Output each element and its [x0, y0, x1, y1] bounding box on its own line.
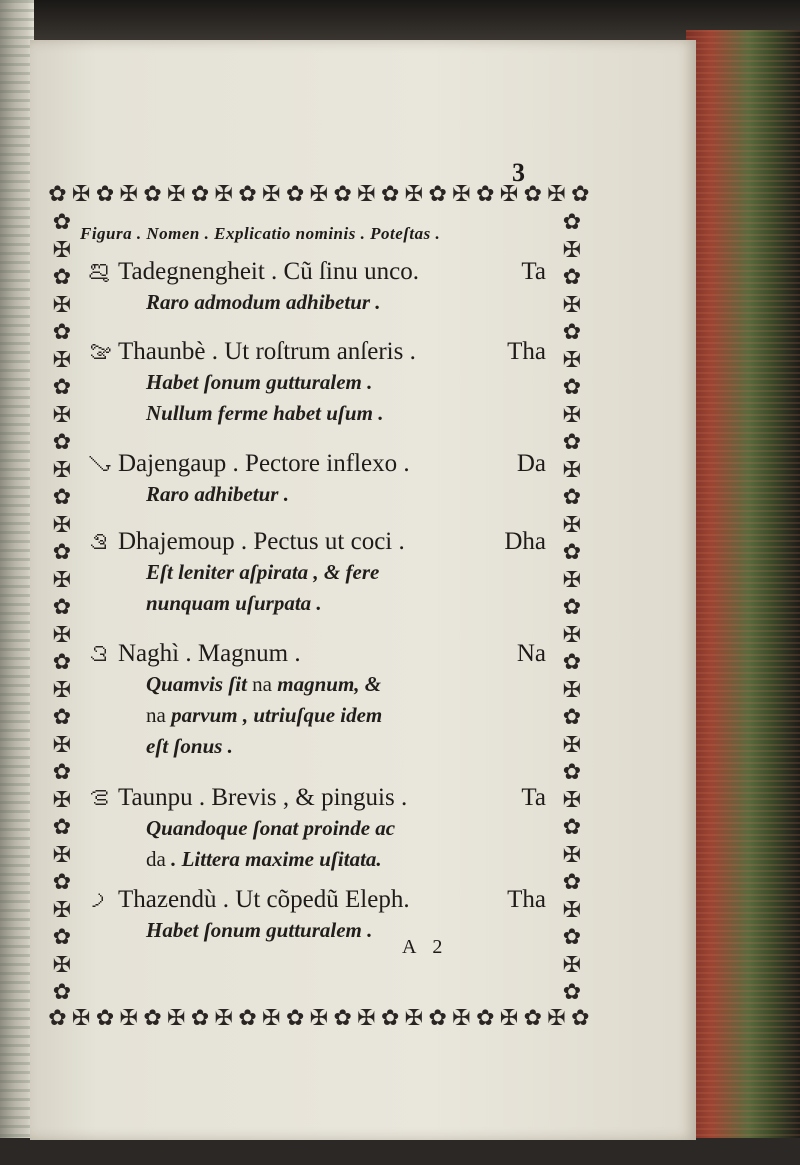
- cross-ornament-icon: ✠: [52, 347, 72, 373]
- cross-ornament-icon: ✠: [309, 1006, 329, 1031]
- flower-ornament-icon: ✿: [333, 182, 352, 207]
- flower-ornament-icon: ✿: [562, 815, 582, 840]
- cross-ornament-icon: ✠: [262, 1006, 281, 1031]
- letter-name-explanation: Thaunbè . Ut roſtrum anſeris .: [118, 338, 416, 365]
- cross-ornament-icon: ✠: [562, 732, 582, 758]
- letter-note-line: [86, 731, 546, 762]
- cross-ornament-icon: ✠: [499, 1006, 519, 1031]
- flower-ornament-icon: ✿: [562, 980, 582, 1005]
- flower-ornament-icon: ✿: [571, 182, 590, 207]
- flower-ornament-icon: ✿: [571, 1006, 590, 1031]
- cross-ornament-icon: ✠: [404, 182, 424, 207]
- letter-name-explanation: Dajengaup . Pectore inflexo .: [118, 450, 410, 477]
- letter-power: Na: [516, 640, 546, 667]
- letter-entry: [86, 336, 546, 429]
- note-segment: na: [146, 703, 166, 727]
- page-stack-left-edge: [0, 0, 34, 1165]
- flower-ornament-icon: ✿: [190, 1006, 210, 1031]
- flower-ornament-icon: ✿: [48, 1006, 67, 1031]
- flower-ornament-icon: ✿: [562, 760, 582, 785]
- cross-ornament-icon: ✠: [562, 622, 582, 648]
- entry-main-line: [86, 638, 546, 669]
- cross-ornament-icon: ✠: [52, 457, 72, 483]
- flower-ornament-icon: ✿: [428, 182, 447, 207]
- entry-main-line: [86, 336, 546, 367]
- flower-ornament-icon: ✿: [190, 182, 210, 207]
- flower-ornament-icon: ✿: [476, 182, 495, 207]
- note-segment: Quandoque ſonat proinde ac: [146, 816, 396, 840]
- cross-ornament-icon: ✠: [167, 182, 186, 207]
- entry-main-line: [86, 448, 546, 479]
- flower-ornament-icon: ✿: [52, 320, 72, 345]
- flower-ornament-icon: ✿: [143, 1006, 162, 1031]
- entry-main-line: [86, 256, 546, 287]
- flower-ornament-icon: ✿: [52, 705, 72, 730]
- cross-ornament-icon: ✠: [52, 402, 72, 428]
- note-segment: . Littera maxime uſitata.: [165, 847, 382, 871]
- letter-entry: [86, 526, 546, 619]
- letter-figure-icon: ࡦ: [88, 783, 112, 811]
- letter-figure-icon: ࡧ: [88, 885, 112, 913]
- letter-note-line: Nullum ferme habet uſum .: [146, 401, 384, 425]
- flower-ornament-icon: ✿: [52, 650, 72, 675]
- ornament-border-bottom: [46, 1008, 592, 1030]
- cross-ornament-icon: ✠: [562, 897, 582, 923]
- cross-ornament-icon: ✠: [562, 292, 582, 318]
- letter-power: Da: [516, 450, 546, 477]
- cross-ornament-icon: ✠: [52, 292, 72, 318]
- cross-ornament-icon: ✠: [562, 402, 582, 428]
- cross-ornament-icon: ✠: [214, 182, 234, 207]
- letter-note-line: Habet ſonum gutturalem .: [146, 370, 373, 394]
- flower-ornament-icon: ✿: [562, 430, 582, 455]
- cross-ornament-icon: ✠: [167, 1006, 186, 1031]
- cross-ornament-icon: ✠: [72, 182, 91, 207]
- letter-name-explanation: Taunpu . Brevis , & pinguis .: [118, 784, 408, 811]
- letter-figure-icon: ࡣ: [88, 449, 112, 477]
- note-segment: da: [146, 847, 166, 871]
- cross-ornament-icon: ✠: [52, 897, 72, 923]
- flower-ornament-icon: ✿: [562, 595, 582, 620]
- letter-entry: [86, 782, 546, 875]
- cross-ornament-icon: ✠: [499, 182, 519, 207]
- cross-ornament-icon: ✠: [357, 182, 376, 207]
- letter-power: Ta: [521, 258, 546, 285]
- cross-ornament-icon: ✠: [214, 1006, 234, 1031]
- flower-ornament-icon: ✿: [52, 485, 72, 510]
- letter-name-explanation: Naghì . Magnum .: [118, 640, 301, 667]
- ornament-border-top: [46, 184, 592, 206]
- flower-ornament-icon: ✿: [523, 1006, 543, 1031]
- letter-note-line: [86, 700, 546, 731]
- flower-ornament-icon: ✿: [562, 210, 582, 235]
- cross-ornament-icon: ✠: [562, 567, 582, 593]
- flower-ornament-icon: ✿: [285, 1006, 305, 1031]
- flower-ornament-icon: ✿: [562, 650, 582, 675]
- flower-ornament-icon: ✿: [523, 182, 543, 207]
- cross-ornament-icon: ✠: [52, 237, 72, 263]
- letter-power: Tha: [507, 886, 546, 913]
- letter-figure-icon: ࡥ: [88, 639, 112, 667]
- cross-ornament-icon: ✠: [52, 677, 72, 703]
- entry-main-line: [86, 782, 546, 813]
- cross-ornament-icon: ✠: [52, 787, 72, 813]
- letter-power: Dha: [504, 528, 546, 555]
- note-segment: Quamvis ſit: [146, 672, 253, 696]
- letter-name-explanation: Dhajemoup . Pectus ut coci .: [118, 528, 405, 555]
- flower-ornament-icon: ✿: [48, 182, 67, 207]
- letter-note-line: Eſt leniter aſpirata , & fere: [146, 560, 380, 584]
- cross-ornament-icon: ✠: [452, 182, 471, 207]
- entry-main-line: [86, 526, 546, 557]
- cross-ornament-icon: ✠: [52, 952, 72, 978]
- entry-main-line: [86, 884, 546, 915]
- letter-note-line: [86, 844, 546, 875]
- flower-ornament-icon: ✿: [52, 430, 72, 455]
- letter-figure-icon: ࡢ: [88, 337, 112, 365]
- letter-note-line: Raro adhibetur .: [146, 482, 289, 506]
- cross-ornament-icon: ✠: [562, 787, 582, 813]
- flower-ornament-icon: ✿: [562, 540, 582, 565]
- flower-ornament-icon: ✿: [52, 375, 72, 400]
- note-segment: magnum, &: [272, 672, 382, 696]
- cross-ornament-icon: ✠: [52, 512, 72, 538]
- flower-ornament-icon: ✿: [238, 182, 257, 207]
- flower-ornament-icon: ✿: [285, 182, 305, 207]
- flower-ornament-icon: ✿: [52, 760, 72, 785]
- cross-ornament-icon: ✠: [309, 182, 329, 207]
- cross-ornament-icon: ✠: [562, 347, 582, 373]
- cross-ornament-icon: ✠: [357, 1006, 376, 1031]
- flower-ornament-icon: ✿: [95, 182, 115, 207]
- letter-note-line: Habet ſonum gutturalem .: [146, 918, 373, 942]
- cross-ornament-icon: ✠: [562, 842, 582, 868]
- flower-ornament-icon: ✿: [476, 1006, 495, 1031]
- flower-ornament-icon: ✿: [52, 925, 72, 950]
- cross-ornament-icon: ✠: [52, 622, 72, 648]
- cross-ornament-icon: ✠: [72, 1006, 91, 1031]
- flower-ornament-icon: ✿: [562, 375, 582, 400]
- ornament-border-right: [560, 212, 584, 1004]
- cross-ornament-icon: ✠: [119, 182, 139, 207]
- flower-ornament-icon: ✿: [562, 320, 582, 345]
- cross-ornament-icon: ✠: [404, 1006, 424, 1031]
- flower-ornament-icon: ✿: [562, 485, 582, 510]
- cross-ornament-icon: ✠: [562, 677, 582, 703]
- letter-note-line: nunquam uſurpata .: [146, 591, 322, 615]
- flower-ornament-icon: ✿: [562, 870, 582, 895]
- cross-ornament-icon: ✠: [52, 732, 72, 758]
- cross-ornament-icon: ✠: [562, 952, 582, 978]
- cross-ornament-icon: ✠: [562, 457, 582, 483]
- letter-entry: [86, 256, 546, 318]
- flower-ornament-icon: ✿: [52, 595, 72, 620]
- signature-mark: A 2: [402, 936, 449, 958]
- letter-entry: [86, 448, 546, 510]
- flower-ornament-icon: ✿: [143, 182, 162, 207]
- flower-ornament-icon: ✿: [52, 210, 72, 235]
- flower-ornament-icon: ✿: [52, 980, 72, 1005]
- letter-name-explanation: Tadegnengheit . Cũ ſinu unco.: [118, 258, 419, 285]
- note-segment: na: [252, 672, 272, 696]
- flower-ornament-icon: ✿: [562, 265, 582, 290]
- note-segment: eſt ſonus .: [146, 734, 233, 758]
- letter-entry: [86, 884, 546, 946]
- letter-note-line: Raro admodum adhibetur .: [146, 290, 381, 314]
- flower-ornament-icon: ✿: [428, 1006, 447, 1031]
- flower-ornament-icon: ✿: [52, 870, 72, 895]
- letter-name-explanation: Thazendù . Ut cõpedũ Eleph.: [118, 886, 410, 913]
- flower-ornament-icon: ✿: [238, 1006, 257, 1031]
- flower-ornament-icon: ✿: [562, 925, 582, 950]
- table-header: Figura . Nomen . Explicatio nominis . Poteſtas .: [80, 224, 441, 243]
- cross-ornament-icon: ✠: [562, 237, 582, 263]
- scan-bottom-band: [0, 1138, 800, 1165]
- letter-figure-icon: ࡤ: [88, 527, 112, 555]
- letter-figure-icon: ࡡ: [88, 257, 112, 285]
- cross-ornament-icon: ✠: [52, 842, 72, 868]
- flower-ornament-icon: ✿: [333, 1006, 352, 1031]
- book-fore-edge: [686, 30, 800, 1140]
- cross-ornament-icon: ✠: [262, 182, 281, 207]
- flower-ornament-icon: ✿: [95, 1006, 115, 1031]
- cross-ornament-icon: ✠: [547, 1006, 566, 1031]
- flower-ornament-icon: ✿: [381, 182, 400, 207]
- letter-note-line: [86, 813, 546, 844]
- letter-entry: [86, 638, 546, 762]
- ornament-border-left: [50, 212, 74, 1004]
- flower-ornament-icon: ✿: [52, 815, 72, 840]
- cross-ornament-icon: ✠: [547, 182, 566, 207]
- letter-note-line: [86, 669, 546, 700]
- flower-ornament-icon: ✿: [52, 265, 72, 290]
- flower-ornament-icon: ✿: [381, 1006, 400, 1031]
- letter-power: Ta: [521, 784, 546, 811]
- cross-ornament-icon: ✠: [119, 1006, 139, 1031]
- flower-ornament-icon: ✿: [562, 705, 582, 730]
- scan-top-band: [0, 0, 800, 42]
- cross-ornament-icon: ✠: [52, 567, 72, 593]
- page-number: 3: [512, 158, 525, 187]
- cross-ornament-icon: ✠: [562, 512, 582, 538]
- letter-power: Tha: [507, 338, 546, 365]
- cross-ornament-icon: ✠: [452, 1006, 471, 1031]
- flower-ornament-icon: ✿: [52, 540, 72, 565]
- note-segment: parvum , utriuſque idem: [165, 703, 383, 727]
